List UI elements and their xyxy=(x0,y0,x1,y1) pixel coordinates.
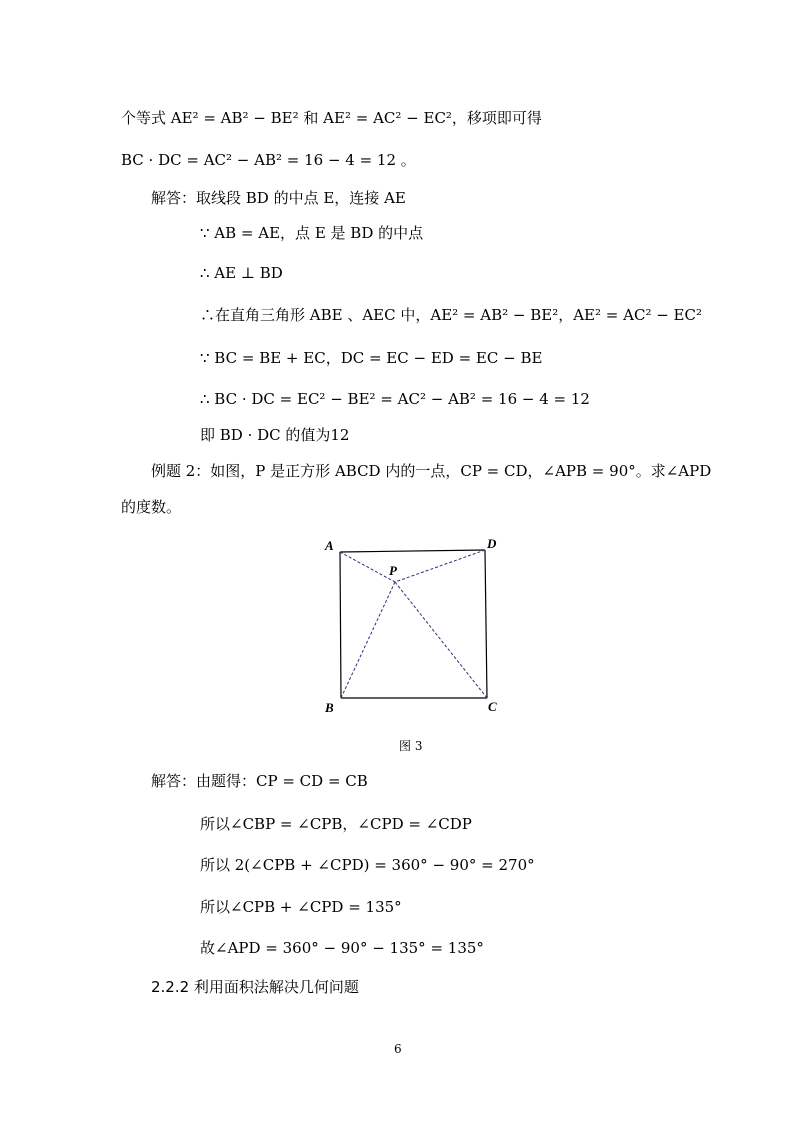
text-line-5: ∴ AE ⊥ BD xyxy=(200,264,283,282)
solution-line-4: 所以∠CPB + ∠CPD = 135° xyxy=(200,898,402,916)
square-figure xyxy=(0,530,793,730)
text-line-4: ∵ AB = AE，点 E 是 BD 的中点 xyxy=(200,224,424,242)
page-number: 6 xyxy=(394,1042,402,1056)
label-P: P xyxy=(389,563,397,578)
label-A: A xyxy=(325,538,334,553)
figure-caption: 图 3 xyxy=(399,739,423,753)
text-line-11: 的度数。 xyxy=(121,498,182,516)
label-D: D xyxy=(487,536,497,551)
text-line-1: 个等式 AE² = AB² − BE² 和 AE² = AC² − EC²，移项即可得 xyxy=(121,109,542,127)
dashed-segments xyxy=(340,550,487,698)
solution-line-2: 所以∠CBP = ∠CPB，∠CPD = ∠CDP xyxy=(200,815,472,833)
solution-line-1: 解答：由题得：CP = CD = CB xyxy=(151,772,368,790)
text-line-10: 例题 2：如图，P 是正方形 ABCD 内的一点，CP = CD，∠APB = 90°。求∠APD xyxy=(151,462,712,480)
label-C: C xyxy=(488,699,497,714)
text-line-9: 即 BD · DC 的值为12 xyxy=(200,426,350,444)
square-outline xyxy=(340,550,487,698)
text-line-3: 解答：取线段 BD 的中点 E，连接 AE xyxy=(151,189,406,207)
text-line-2: BC · DC = AC² − AB² = 16 − 4 = 12 。 xyxy=(121,151,416,169)
text-line-8: ∴ BC · DC = EC² − BE² = AC² − AB² = 16 − 4 = 12 xyxy=(200,390,590,408)
section-heading: 2.2.2 利用面积法解决几何问题 xyxy=(151,978,359,996)
text-line-6: ∴在直角三角形 ABE 、AEC 中，AE² = AB² − BE²，AE² = AC² − EC² xyxy=(200,306,702,324)
text-line-7: ∵ BC = BE + EC，DC = EC − ED = EC − BE xyxy=(200,349,543,367)
solution-line-5: 故∠APD = 360° − 90° − 135° = 135° xyxy=(200,939,484,957)
solution-line-3: 所以 2(∠CPB + ∠CPD) = 360° − 90° = 270° xyxy=(200,856,535,874)
label-B: B xyxy=(325,700,334,715)
